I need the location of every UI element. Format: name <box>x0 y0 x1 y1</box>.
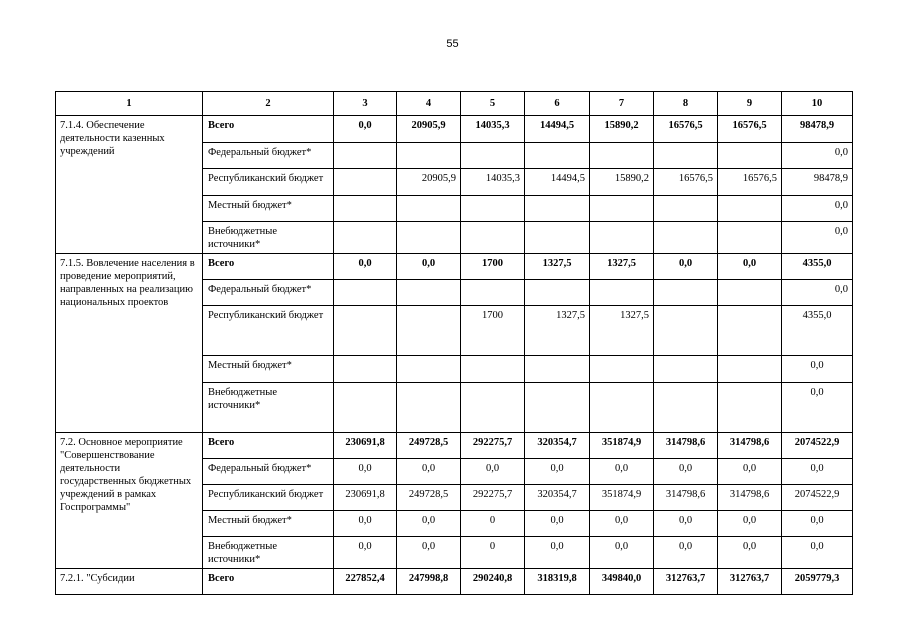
header-cell: 6 <box>525 92 590 116</box>
value-cell: 0,0 <box>590 459 654 485</box>
value-cell <box>718 143 782 169</box>
value-cell: 230691,8 <box>334 433 397 459</box>
source-cell: Республиканский бюджет <box>203 169 334 196</box>
value-cell: 0,0 <box>334 459 397 485</box>
value-cell: 0,0 <box>718 254 782 280</box>
value-cell: 0,0 <box>397 511 461 537</box>
value-cell: 312763,7 <box>718 569 782 595</box>
value-cell <box>461 280 525 306</box>
value-cell: 0,0 <box>525 459 590 485</box>
value-cell <box>397 306 461 356</box>
block-name: 7.2. Основное мероприятие "Совершенствование деятельности государственных бюджетных учреждений в рамках Госпрограммы" <box>56 433 203 569</box>
value-cell: 314798,6 <box>654 485 718 511</box>
value-cell: 0,0 <box>782 537 853 569</box>
value-cell <box>334 222 397 254</box>
value-cell: 292275,7 <box>461 485 525 511</box>
value-cell: 14035,3 <box>461 169 525 196</box>
value-cell: 0,0 <box>782 511 853 537</box>
source-cell: Федеральный бюджет* <box>203 143 334 169</box>
block-name: 7.1.4. Обеспечение деятельности казенных учреждений <box>56 116 203 254</box>
value-cell: 0,0 <box>461 459 525 485</box>
value-cell: 314798,6 <box>718 485 782 511</box>
value-cell: 0,0 <box>525 511 590 537</box>
value-cell <box>654 280 718 306</box>
value-cell: 0,0 <box>782 459 853 485</box>
value-cell: 314798,6 <box>654 433 718 459</box>
header-row <box>56 92 853 116</box>
value-cell <box>525 222 590 254</box>
value-cell <box>718 222 782 254</box>
value-cell: 14494,5 <box>525 169 590 196</box>
value-cell: 292275,7 <box>461 433 525 459</box>
value-cell <box>461 143 525 169</box>
value-cell: 0 <box>461 537 525 569</box>
value-cell <box>334 280 397 306</box>
source-cell: Местный бюджет* <box>203 356 334 383</box>
value-cell <box>461 356 525 383</box>
value-cell: 0,0 <box>654 254 718 280</box>
value-cell: 1327,5 <box>525 254 590 280</box>
value-cell: 0,0 <box>782 196 853 222</box>
header-cell: 2 <box>203 92 334 116</box>
value-cell: 98478,9 <box>782 169 853 196</box>
value-cell: 0,0 <box>525 537 590 569</box>
value-cell: 0,0 <box>654 459 718 485</box>
header-cell: 9 <box>718 92 782 116</box>
value-cell: 0,0 <box>397 459 461 485</box>
value-cell <box>654 196 718 222</box>
value-cell <box>718 383 782 433</box>
value-cell <box>334 169 397 196</box>
value-cell: 20905,9 <box>397 169 461 196</box>
table-row <box>56 569 853 595</box>
source-cell: Всего <box>203 569 334 595</box>
value-cell <box>590 383 654 433</box>
value-cell: 0,0 <box>654 511 718 537</box>
value-cell <box>590 143 654 169</box>
source-cell: Республиканский бюджет <box>203 485 334 511</box>
value-cell <box>334 196 397 222</box>
value-cell: 0,0 <box>782 222 853 254</box>
value-cell <box>461 222 525 254</box>
header-cell: 5 <box>461 92 525 116</box>
header-cell: 4 <box>397 92 461 116</box>
value-cell <box>590 280 654 306</box>
header-cell: 10 <box>782 92 853 116</box>
value-cell: 0,0 <box>397 537 461 569</box>
value-cell: 20905,9 <box>397 116 461 143</box>
value-cell: 0,0 <box>334 116 397 143</box>
value-cell <box>718 306 782 356</box>
source-cell: Всего <box>203 254 334 280</box>
value-cell <box>334 383 397 433</box>
value-cell <box>397 383 461 433</box>
value-cell: 0 <box>461 511 525 537</box>
value-cell <box>590 356 654 383</box>
header-cell: 8 <box>654 92 718 116</box>
value-cell <box>334 356 397 383</box>
value-cell: 0,0 <box>590 537 654 569</box>
value-cell: 14494,5 <box>525 116 590 143</box>
value-cell: 314798,6 <box>718 433 782 459</box>
header-cell: 3 <box>334 92 397 116</box>
value-cell <box>525 383 590 433</box>
value-cell: 2074522,9 <box>782 485 853 511</box>
value-cell: 1327,5 <box>525 306 590 356</box>
value-cell: 0,0 <box>782 356 853 383</box>
value-cell: 351874,9 <box>590 433 654 459</box>
source-cell: Федеральный бюджет* <box>203 280 334 306</box>
value-cell: 16576,5 <box>654 116 718 143</box>
value-cell <box>397 143 461 169</box>
value-cell <box>397 222 461 254</box>
value-cell: 0,0 <box>397 254 461 280</box>
value-cell: 4355,0 <box>782 254 853 280</box>
value-cell: 16576,5 <box>718 169 782 196</box>
budget-table <box>55 91 853 595</box>
value-cell: 1327,5 <box>590 306 654 356</box>
value-cell: 0,0 <box>718 511 782 537</box>
value-cell <box>334 306 397 356</box>
block-name: 7.1.5. Вовлечение населения в проведение мероприятий, направленных на реализацию национальных проектов <box>56 254 203 433</box>
value-cell: 320354,7 <box>525 485 590 511</box>
value-cell: 0,0 <box>334 537 397 569</box>
value-cell <box>718 196 782 222</box>
value-cell <box>334 143 397 169</box>
value-cell <box>654 222 718 254</box>
value-cell: 312763,7 <box>654 569 718 595</box>
header-cell: 1 <box>56 92 203 116</box>
source-cell: Местный бюджет* <box>203 196 334 222</box>
value-cell: 0,0 <box>590 511 654 537</box>
value-cell: 0,0 <box>782 280 853 306</box>
source-cell: Внебюджетные источники* <box>203 383 334 433</box>
value-cell: 349840,0 <box>590 569 654 595</box>
value-cell: 1327,5 <box>590 254 654 280</box>
value-cell: 16576,5 <box>718 116 782 143</box>
value-cell <box>397 356 461 383</box>
source-cell: Внебюджетные источники* <box>203 537 334 569</box>
value-cell: 15890,2 <box>590 116 654 143</box>
value-cell: 227852,4 <box>334 569 397 595</box>
value-cell <box>654 356 718 383</box>
value-cell: 290240,8 <box>461 569 525 595</box>
value-cell: 320354,7 <box>525 433 590 459</box>
value-cell <box>525 280 590 306</box>
value-cell: 98478,9 <box>782 116 853 143</box>
value-cell: 0,0 <box>654 537 718 569</box>
value-cell <box>718 356 782 383</box>
value-cell <box>397 196 461 222</box>
value-cell: 0,0 <box>334 511 397 537</box>
value-cell: 16576,5 <box>654 169 718 196</box>
value-cell <box>397 280 461 306</box>
value-cell <box>654 383 718 433</box>
value-cell: 0,0 <box>782 143 853 169</box>
value-cell: 318319,8 <box>525 569 590 595</box>
source-cell: Всего <box>203 433 334 459</box>
value-cell <box>590 196 654 222</box>
value-cell: 0,0 <box>718 537 782 569</box>
value-cell <box>461 383 525 433</box>
value-cell <box>525 356 590 383</box>
table-row <box>56 116 853 143</box>
value-cell <box>654 306 718 356</box>
source-cell: Всего <box>203 116 334 143</box>
value-cell: 351874,9 <box>590 485 654 511</box>
value-cell <box>590 222 654 254</box>
table-row <box>56 433 853 459</box>
value-cell: 2074522,9 <box>782 433 853 459</box>
block-name: 7.2.1. "Субсидии <box>56 569 203 595</box>
source-cell: Внебюджетные источники* <box>203 222 334 254</box>
value-cell <box>461 196 525 222</box>
source-cell: Федеральный бюджет* <box>203 459 334 485</box>
value-cell: 0,0 <box>334 254 397 280</box>
source-cell: Местный бюджет* <box>203 511 334 537</box>
value-cell: 14035,3 <box>461 116 525 143</box>
value-cell: 2059779,3 <box>782 569 853 595</box>
table-row <box>56 254 853 280</box>
value-cell <box>718 280 782 306</box>
page-number: 55 <box>446 38 459 50</box>
header-cell: 7 <box>590 92 654 116</box>
value-cell: 230691,8 <box>334 485 397 511</box>
value-cell <box>654 143 718 169</box>
value-cell: 0,0 <box>718 459 782 485</box>
value-cell: 1700 <box>461 306 525 356</box>
value-cell: 0,0 <box>782 383 853 433</box>
value-cell: 4355,0 <box>782 306 853 356</box>
value-cell: 15890,2 <box>590 169 654 196</box>
value-cell <box>525 143 590 169</box>
value-cell: 249728,5 <box>397 485 461 511</box>
value-cell: 1700 <box>461 254 525 280</box>
source-cell: Республиканский бюджет <box>203 306 334 356</box>
value-cell: 249728,5 <box>397 433 461 459</box>
value-cell <box>525 196 590 222</box>
value-cell: 247998,8 <box>397 569 461 595</box>
